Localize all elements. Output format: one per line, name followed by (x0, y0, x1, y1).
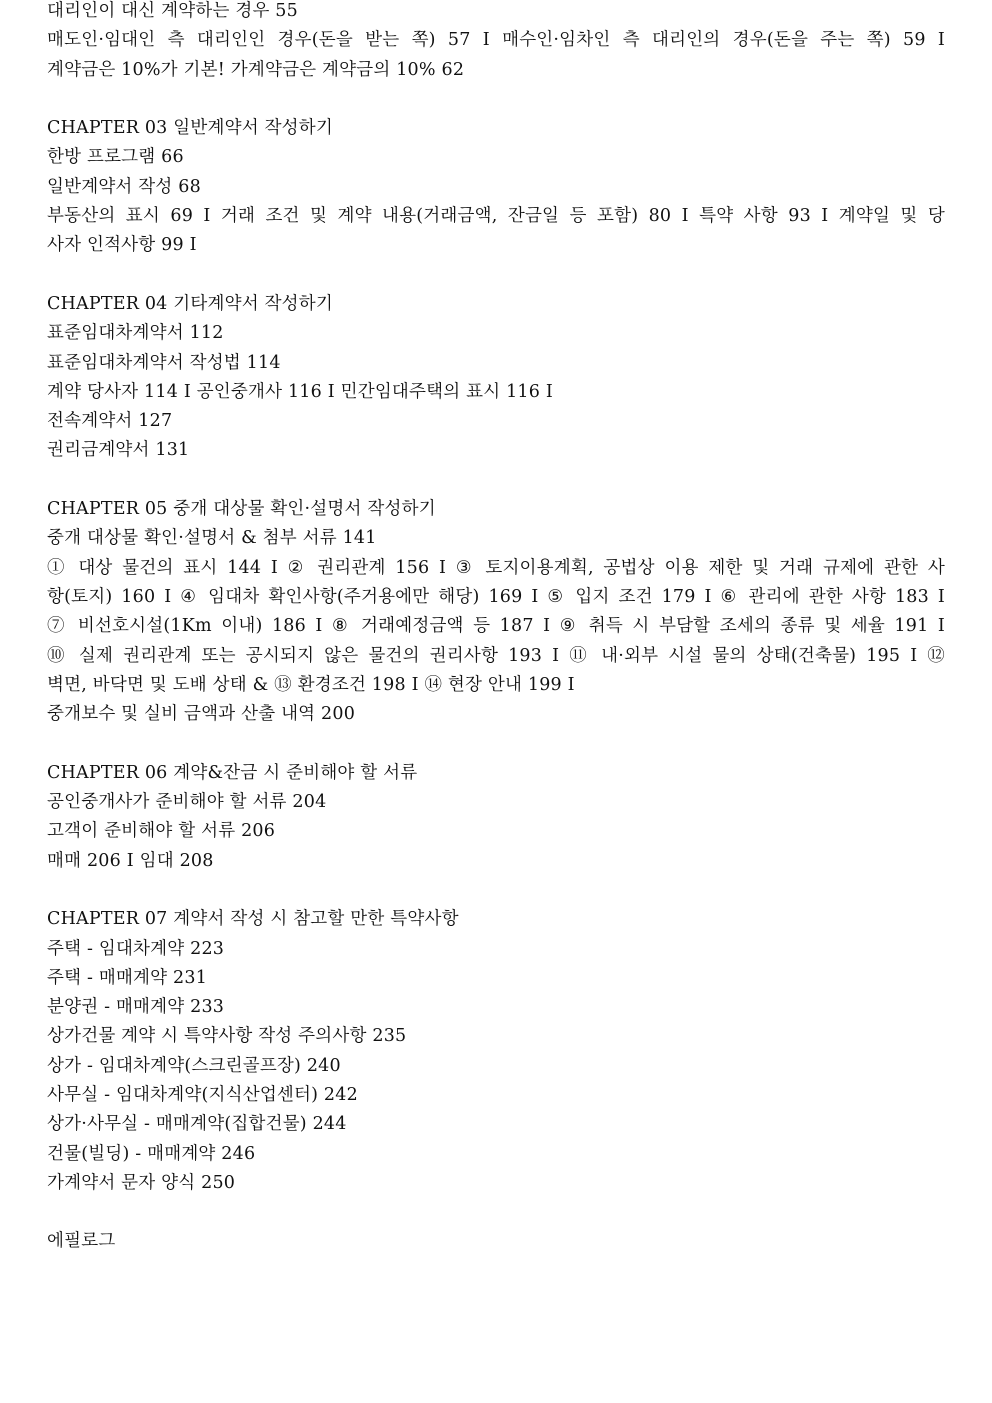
toc-entry: 중개보수 및 실비 금액과 산출 내역 200 (47, 704, 356, 725)
toc-entry: 권리금계약서 131 (47, 440, 190, 461)
toc-subentries: 계약 당사자 114 I 공인중개사 116 I 민간임대주택의 표시 116 I (47, 381, 553, 402)
toc-entry: 표준임대차계약서 112 (47, 323, 224, 344)
toc-subentries: 부동산의 표시 69 I 거래 조건 및 계약 내용(거래금액, 잔금일 등 포함) 80 I 특약 사항 93 I 계약일 및 당 (47, 206, 945, 227)
toc-entry: 상가 - 임대차계약(스크린골프장) 240 (47, 1055, 341, 1076)
toc-entry: 공인중개사가 준비해야 할 서류 204 (47, 792, 327, 813)
epilogue-heading: 에필로그 (47, 1231, 116, 1252)
toc-entry: 주택 - 임대차계약 223 (47, 938, 225, 959)
table-of-contents (47, 0, 945, 1257)
toc-entry: 건물(빌딩) - 매매계약 246 (47, 1143, 256, 1164)
toc-entry: 중개 대상물 확인·설명서 & 첨부 서류 141 (47, 528, 377, 549)
chapter-heading: CHAPTER 04 기타계약서 작성하기 (47, 293, 333, 314)
toc-entry: 대리인이 대신 계약하는 경우 55 (47, 1, 298, 21)
toc-entry: 상가건물 계약 시 특약사항 작성 주의사항 235 (47, 1026, 407, 1047)
toc-entry: 분양권 - 매매계약 233 (47, 997, 225, 1018)
section-gap (47, 261, 945, 290)
toc-entry: 전속계약서 127 (47, 411, 173, 432)
section-gap (47, 876, 945, 905)
toc-subentries: 매매 206 I 임대 208 (47, 850, 214, 871)
chapter-heading: CHAPTER 03 일반계약서 작성하기 (47, 118, 333, 139)
chapter-heading: CHAPTER 06 계약&잔금 시 준비해야 할 서류 (47, 762, 418, 783)
toc-entry: 사무실 - 임대차계약(지식산업센터) 242 (47, 1084, 358, 1105)
chapter-heading: CHAPTER 07 계약서 작성 시 참고할 만한 특약사항 (47, 909, 459, 930)
toc-entry: 상가·사무실 - 매매계약(집합건물) 244 (47, 1114, 347, 1135)
section-gap (47, 466, 945, 495)
toc-entry: 가계약서 문자 양식 250 (47, 1172, 236, 1193)
toc-subentries: 매도인·임대인 측 대리인인 경우(돈을 받는 쪽) 57 I 매수인·임차인 측 대리인의 경우(돈을 주는 쪽) 59 I (47, 30, 945, 51)
section-gap (47, 729, 945, 758)
chapter-heading: CHAPTER 05 중개 대상물 확인·설명서 작성하기 (47, 499, 436, 520)
toc-subentries: ① 대상 물건의 표시 144 I ② 권리관계 156 I ③ 토지이용계획, 공법상 이용 제한 및 거래 규제에 관한 사 (47, 557, 945, 578)
toc-entry: 표준임대차계약서 작성법 114 (47, 352, 281, 373)
toc-subentries: 벽면, 바닥면 및 도배 상태 & ⑬ 환경조건 198 I ⑭ 현장 안내 199 I (47, 674, 575, 695)
toc-entry: 계약금은 10%가 기본! 가계약금은 계약금의 10% 62 (47, 59, 465, 80)
toc-entry: 주택 - 매매계약 231 (47, 967, 208, 988)
toc-entry: 한방 프로그램 66 (47, 147, 184, 168)
toc-entry: 고객이 준비해야 할 서류 206 (47, 821, 276, 842)
toc-subentries: 사자 인적사항 99 I (47, 235, 197, 256)
section-gap (47, 85, 945, 114)
toc-entry: 일반계약서 작성 68 (47, 176, 201, 197)
section-gap (47, 1198, 945, 1227)
toc-subentries: ⑩ 실제 권리관계 또는 공시되지 않은 물건의 권리사항 193 I ⑪ 내·외부 시설 물의 상태(건축물) 195 I ⑫ (47, 645, 945, 666)
toc-subentries: 항(토지) 160 I ④ 임대차 확인사항(주거용에만 해당) 169 I ⑤ 입지 조건 179 I ⑥ 관리에 관한 사항 183 I (47, 586, 945, 607)
toc-subentries: ⑦ 비선호시설(1Km 이내) 186 I ⑧ 거래예정금액 등 187 I ⑨ 취득 시 부담할 조세의 종류 및 세율 191 I (47, 616, 945, 637)
